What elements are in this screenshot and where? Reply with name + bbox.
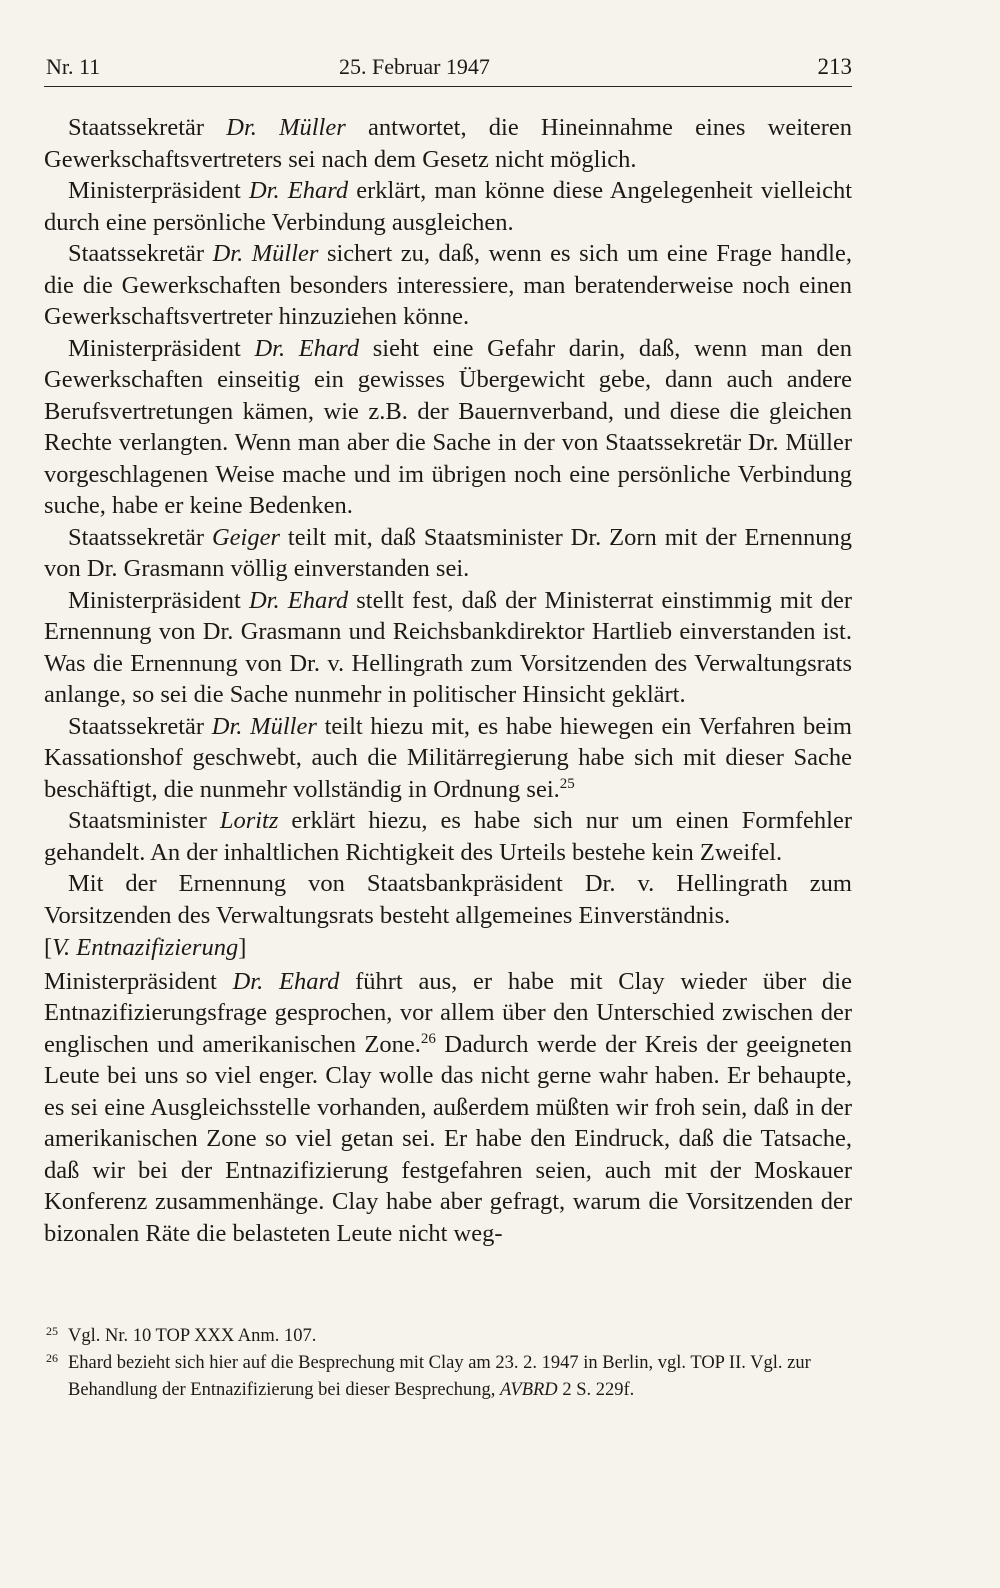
page-number: 213 [817,54,852,79]
speaker-name: Dr. Ehard [248,177,349,204]
paragraph: Ministerpräsident Dr. Ehard erklärt, man könne diese Angelegenheit vielleicht durch eine persönliche Verbindung ausgleichen. [44,177,853,236]
speaker-name: Dr. Müller [226,114,346,141]
paragraph: Staatssekretär Dr. Müller antwortet, die Hineinnahme eines weiteren Gewerkschaftsvertreters sei nach dem Gesetz nicht möglich. [44,114,852,173]
header-date: 25. Februar 1947 [339,54,490,79]
speaker-name: Dr. Ehard [248,586,349,614]
speaker-name: Dr. Ehard [232,967,340,995]
footnote: 26 Ehard bezieht sich hier auf die Besprechung mit Clay am 23. 2. 1947 in Berlin, vgl. TOP II. Vgl. zur Behandlung der Entnazifizierung bei dieser Besprechung, AVBRD 2 S. 229f. [44,1350,852,1404]
speaker-name: Loritz [219,807,279,834]
footnote-reference: 25 [559,775,575,792]
paragraph: Mit der Ernennung von Staatsbankpräsident Dr. v. Hellingrath zum Vorsitzenden des Verwaltungsrats besteht allgemeines Einverständnis. [44,870,852,929]
paragraph: Staatssekretär Dr. Müller teilt hiezu mit, es habe hiewegen ein Verfahren beim Kassationshof geschwebt, auch die Militärregierung habe sich mit dieser Sache beschäftigt, die nunmehr vollständig in Ordnung sei.$^{25}$ [44,712,852,803]
main-text [44,112,852,1249]
paragraph: Ministerpräsident Dr. Ehard sieht eine Gefahr darin, daß, wenn man den Gewerkschaften einseitig ein gewisses Übergewicht gebe, dann auch andere Berufsvertretungen kämen, wie z.B. der Bauernverband, und diese die gleichen Rechte verlangten. Wenn man aber die Sache in der von Staatssekretär Dr. Müller vorgeschlagenen Weise mache und im übrigen noch eine persönliche Verbindung suche, habe er keine Bedenken. [44,334,852,519]
footnote-number: 25 [46,1324,58,1338]
speaker-name: Dr. Müller [212,240,319,267]
footnote-number: 26 [46,1351,58,1365]
speaker-name: Geiger [211,523,281,551]
document-number: Nr. 11 [46,54,101,79]
paragraph: Staatssekretär Dr. Müller sichert zu, daß, wenn es sich um eine Frage handle, die die Gewerkschaften besonders interessiere, man beratenderweise noch einen Gewerkschaftsvertreter hinzuziehen könne. [44,240,852,330]
paragraph: Ministerpräsident Dr. Ehard führt aus, er habe mit Clay wieder über die Entnazifizierungsfrage gesprochen, vor allem über den Unterschied zwischen der englischen und amerikanischen Zone.$^{26}$ Dadurch werde der Kreis der geeigneten Leute bei uns so viel enger. Clay wolle das nicht gerne wahr haben. Er behaupte, es sei eine Ausgleichsstelle vorhanden, außerdem müßten wir froh sein, daß in der amerikanischen Zone so viel getan sei. Er habe den Eindruck, daß die Tatsache, daß wir bei der Entnazifizierung festgefahren seien, auch mit der Moskauer Konferenz zusammenhänge. Clay habe aber gefragt, warum die Vorsitzenden der bizonalen Räte die belasteten Leute nicht weg- [44,967,852,1247]
speaker-name: Dr. Müller [211,712,317,740]
paragraph: Staatsminister Loritz erklärt hiezu, es habe sich nur um einen Formfehler gehandelt. An der inhaltlichen Richtigkeit des Urteils bestehe kein Zweifel. [44,807,853,866]
section-heading: [V. Entnazifizierung] [44,934,247,961]
speaker-name: Dr. Ehard [254,334,360,362]
running-header [44,46,852,87]
footnote-reference: 26 [420,1030,436,1047]
paragraph: Ministerpräsident Dr. Ehard stellt fest, daß der Ministerrat einstimmig mit der Ernennung von Dr. Grasmann und Reichsbankdirektor Hartlieb einverstanden ist. Was die Ernennung von Dr. v. Hellingrath zum Vorsitzenden des Verwaltungsrats anlange, so sei die Sache nunmehr in politischer Hinsicht geklärt. [44,586,853,708]
paragraph: Staatssekretär Geiger teilt mit, daß Staatsminister Dr. Zorn mit der Ernennung von Dr. Grasmann völlig einverstanden sei. [44,523,852,582]
footnotes [44,1323,852,1404]
footnote: 25 Vgl. Nr. 10 TOP XXX Anm. 107. [44,1323,852,1350]
